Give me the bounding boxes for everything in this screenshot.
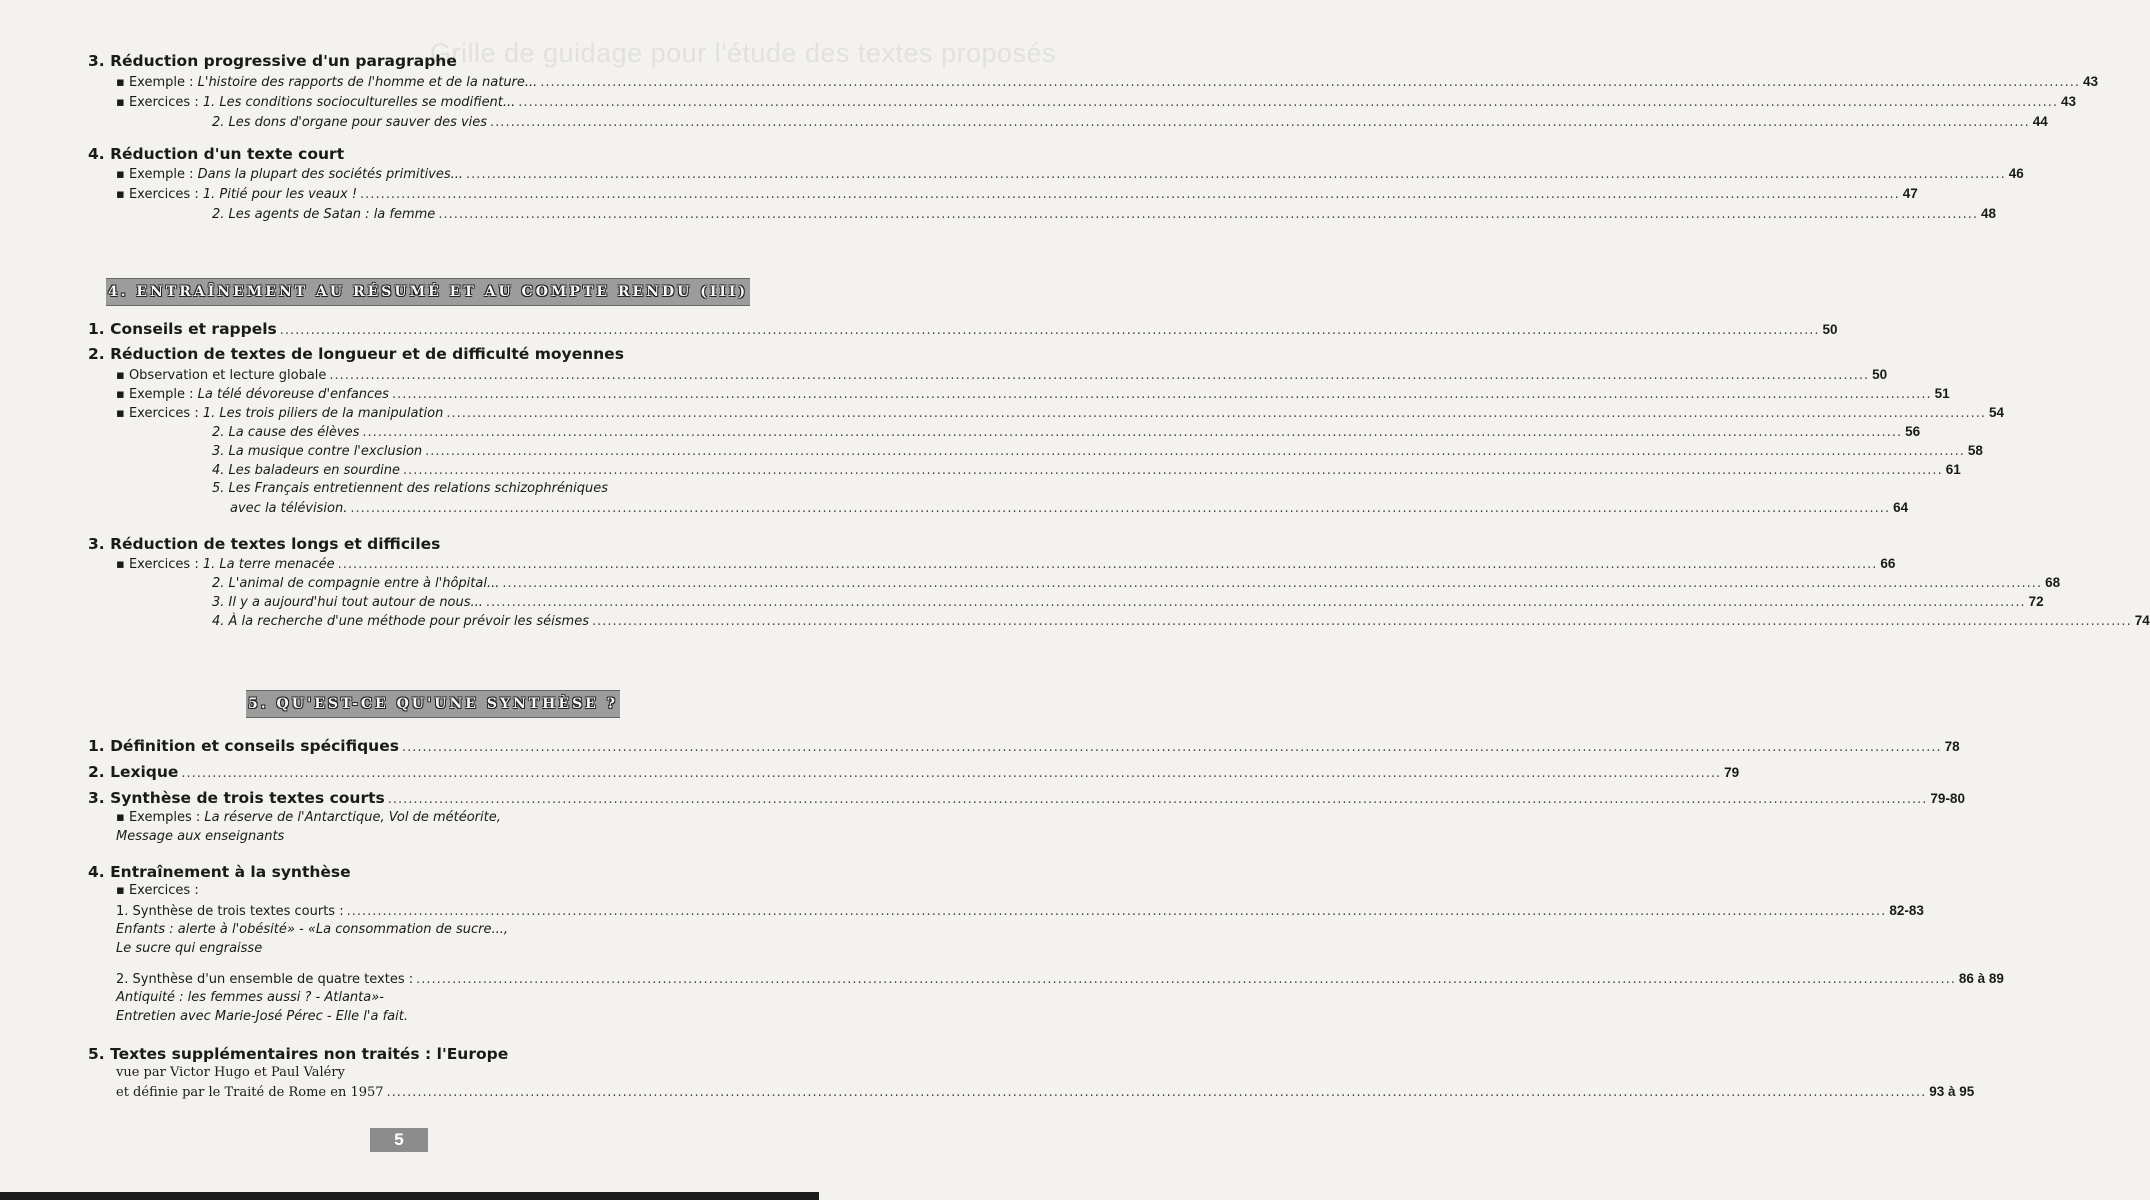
ghost-header-text: Grille de guidage pour l'étude des textes proposés (430, 38, 1057, 68)
toc-entry-line: Message aux enseignants (116, 829, 285, 844)
toc-entry: 4. À la recherche d'une méthode pour prévoir les séismes ..... 74 (212, 613, 767, 629)
scan-edge (0, 1192, 819, 1200)
section-heading: 5. Textes supplémentaires non traités : l'Europe (88, 1045, 509, 1063)
toc-entry: ▪ Exercices : 1. La terre menacée ..... 66 (116, 556, 767, 572)
toc-entry-line: Le sucre qui engraisse (116, 941, 263, 956)
toc-entry: 2. Les dons d'organe pour sauver des vies ..... 44 (212, 114, 767, 130)
toc-entry: 4. Les baladeurs en sourdine ..... 61 (212, 462, 767, 478)
toc-entry: 2. La cause des élèves ..... 56 (212, 424, 767, 440)
toc-entry: 2. Synthèse d'un ensemble de quatre textes : ..... 86 à 89 (116, 971, 767, 987)
toc-entry-line: Antiquité : les femmes aussi ? - Atlanta»- (116, 990, 384, 1005)
toc-entry: ▪ Exercices : 1. Les trois piliers de la manipulation ..... 54 (116, 405, 767, 421)
section-heading: 4. Entraînement à la synthèse (88, 863, 351, 881)
section-heading: 3. Réduction progressive d'un paragraphe (88, 52, 457, 70)
toc-entry-line: ▪ Exemples : La réserve de l'Antarctique, Vol de météorite, (116, 810, 501, 825)
toc-entry: et définie par le Traité de Rome en 1957 ..... 93 à 95 (116, 1084, 767, 1100)
toc-entry: 2. L'animal de compagnie entre à l'hôpital... ..... 68 (212, 575, 767, 591)
toc-entry: 3. La musique contre l'exclusion ..... 58 (212, 443, 767, 459)
chapter-banner: 5. QU'EST-CE QU'UNE SYNTHÈSE ? (246, 690, 620, 718)
toc-entry: ▪ Exemple : Dans la plupart des sociétés primitives... ..... 46 (116, 166, 767, 182)
toc-entry-line: Enfants : alerte à l'obésité» - «La consommation de sucre..., (116, 922, 509, 937)
toc-entry: 1. Synthèse de trois textes courts : ..... 82-83 (116, 903, 767, 919)
toc-heading-entry: 1. Définition et conseils spécifiques ..... 78 (88, 737, 767, 755)
toc-entry: ▪ Exemple : L'histoire des rapports de l'homme et de la nature... ..... 43 (116, 74, 767, 90)
toc-entry: ▪ Exercices : 1. Pitié pour les veaux ! ..... 47 (116, 186, 767, 202)
toc-heading-entry: 1. Conseils et rappels ..... 50 (88, 320, 767, 338)
chapter-banner: 4. ENTRAÎNEMENT AU RÉSUMÉ ET AU COMPTE RENDU (III) (106, 278, 750, 306)
page-number: 5 (370, 1128, 428, 1152)
section-heading: 4. Réduction d'un texte court (88, 145, 345, 163)
toc-entry-line: vue par Victor Hugo et Paul Valéry (116, 1065, 345, 1080)
toc-entry: ▪ Exemple : La télé dévoreuse d'enfances ..... 51 (116, 386, 767, 402)
toc-heading-entry: 3. Synthèse de trois textes courts ..... 79-80 (88, 789, 767, 807)
toc-entry-line: Entretien avec Marie-José Pérec - Elle l'a fait. (116, 1009, 408, 1024)
toc-entry-line: 5. Les Français entretiennent des relations schizophréniques (212, 481, 609, 496)
section-heading: 3. Réduction de textes longs et difficiles (88, 535, 441, 553)
toc-entry: ▪ Observation et lecture globale ..... 50 (116, 367, 767, 383)
toc-heading-entry: 2. Lexique ..... 79 (88, 763, 767, 781)
toc-entry: 3. Il y a aujourd'hui tout autour de nous... ..... 72 (212, 594, 767, 610)
section-heading: 2. Réduction de textes de longueur et de difficulté moyennes (88, 345, 624, 363)
toc-entry: avec la télévision. ..... 64 (230, 500, 767, 516)
toc-entry: 2. Les agents de Satan : la femme ..... 48 (212, 206, 767, 222)
toc-entry: ▪ Exercices : 1. Les conditions socioculturelles se modifient... ..... 43 (116, 94, 767, 110)
toc-entry-line: ▪ Exercices : (116, 883, 199, 898)
